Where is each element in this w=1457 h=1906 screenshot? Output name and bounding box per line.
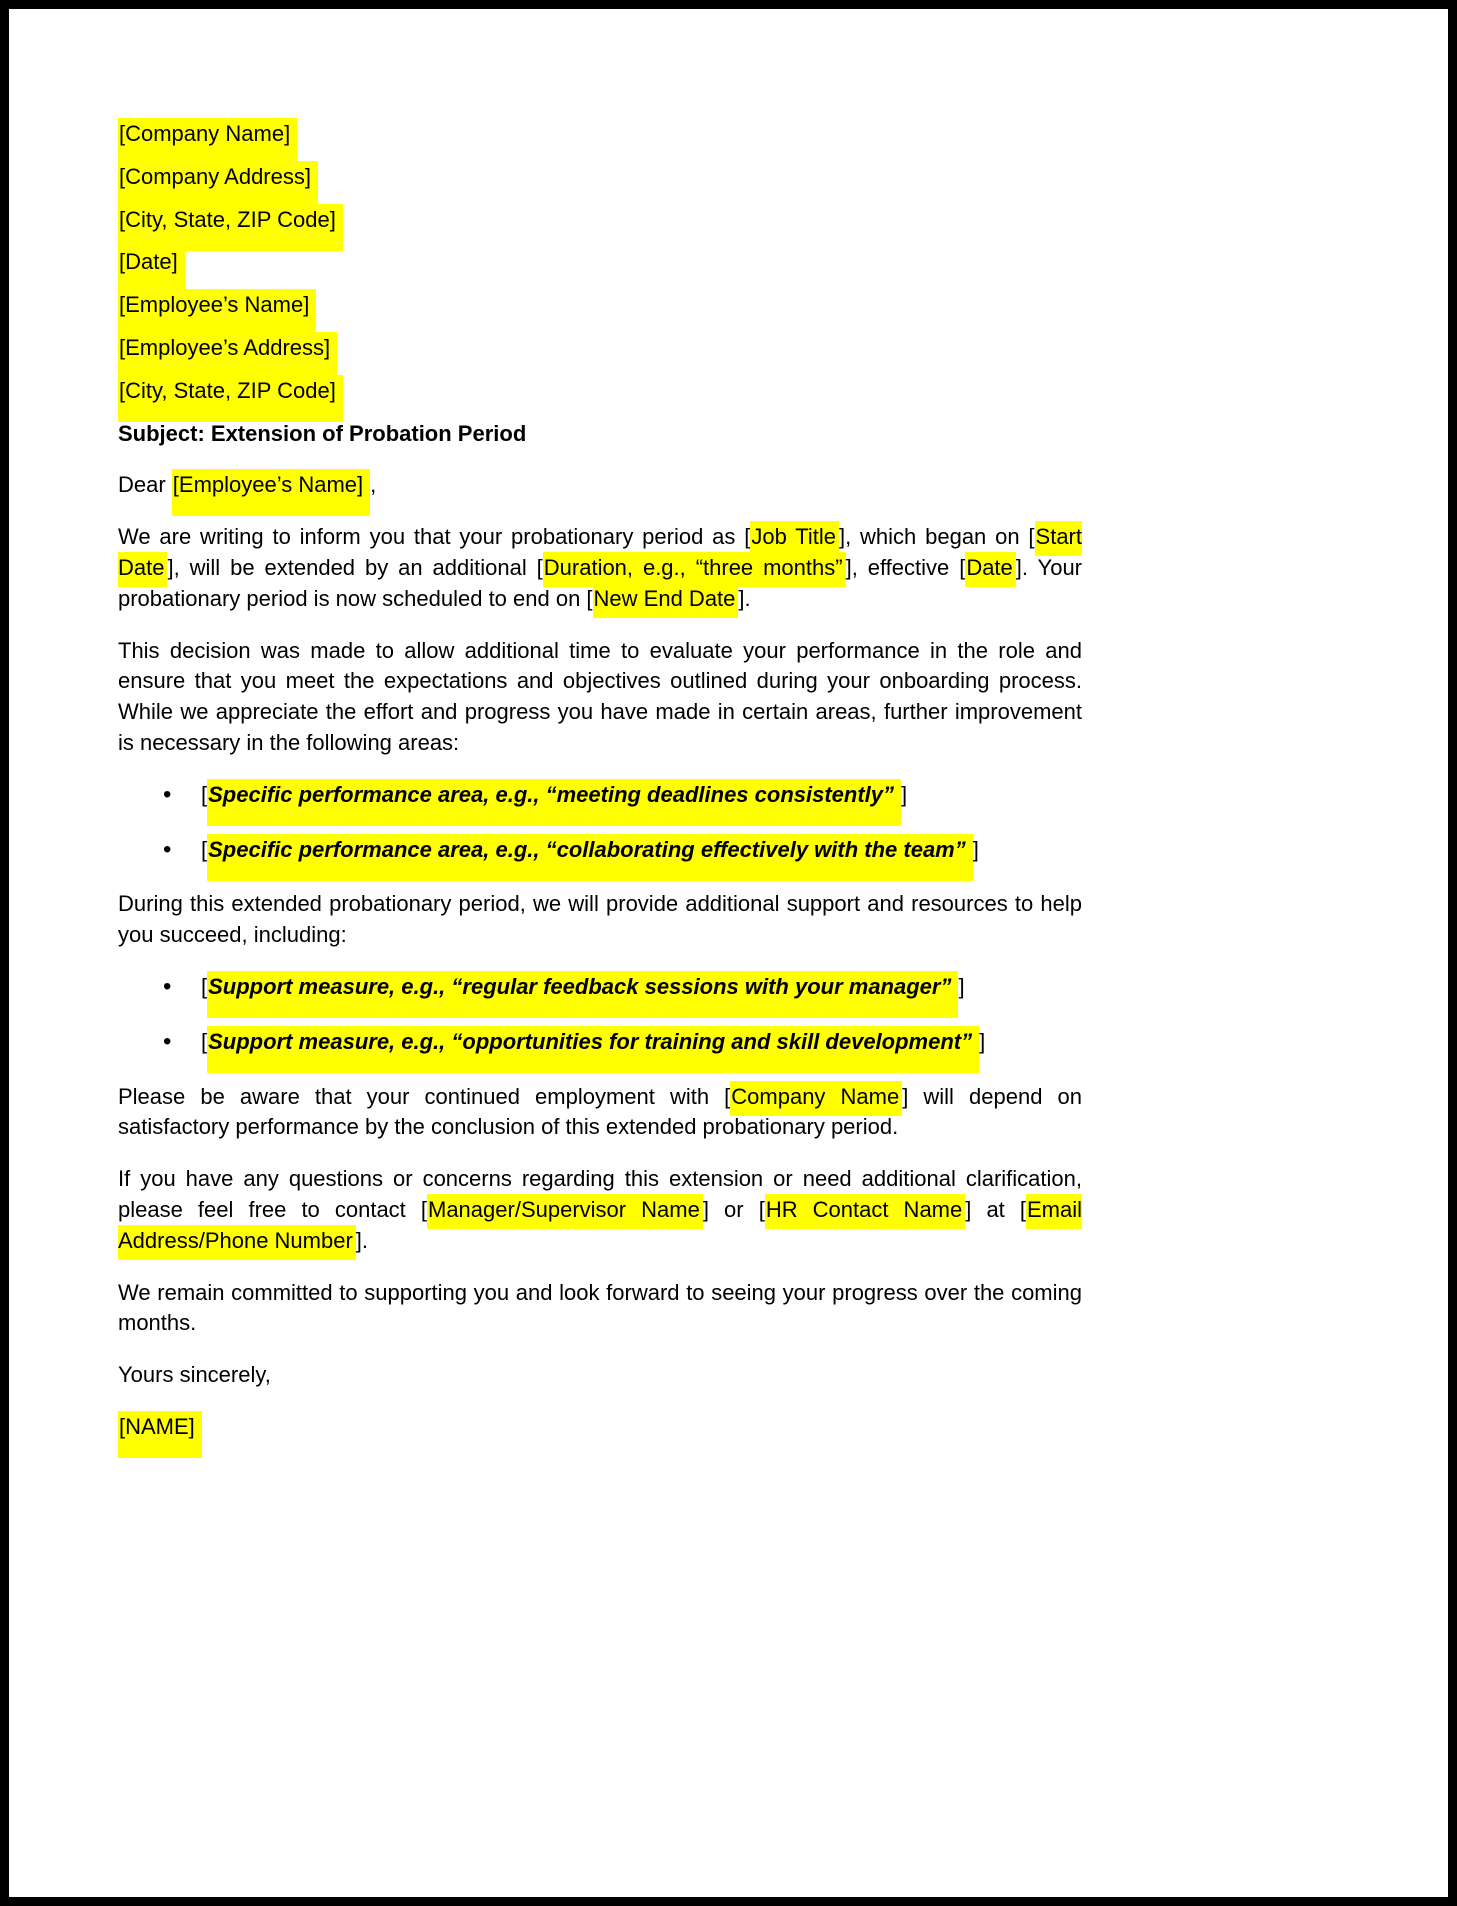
text-segment: [ (201, 1028, 208, 1054)
bullet-item (163, 780, 1082, 811)
placeholder-highlight: [Company Address] (118, 161, 318, 208)
text-segment: ] (901, 781, 908, 807)
placeholder-highlight: Company Name (730, 1081, 902, 1116)
text-segment: ]. Your probationary period is now scheduled to end on [ (118, 554, 1083, 611)
text-segment: ], effective [ (845, 554, 966, 580)
placeholder-highlight: Specific performance area, e.g., “meeting deadlines consistently” (207, 779, 901, 826)
text-segment: Please be aware that your continued employment with [ (118, 1083, 731, 1109)
text-segment: ], which began on [ (838, 524, 1035, 550)
placeholder-highlight: [Employee’s Name] (172, 469, 370, 516)
address-line-employee-city (118, 376, 1082, 407)
text-segment: ] or [ (702, 1196, 765, 1222)
paragraph-extension-notice (118, 522, 1082, 614)
address-line-company-city (118, 205, 1082, 236)
text-segment: , (370, 472, 377, 498)
text-segment: ], will be extended by an additional [ (167, 554, 543, 580)
placeholder-highlight: [Company Name] (118, 118, 297, 165)
placeholder-highlight: Duration, e.g., “three months” (543, 552, 846, 587)
address-line-employee-name (118, 290, 1082, 321)
subject-line (118, 419, 1082, 450)
placeholder-highlight: [Employee’s Name] (118, 289, 316, 336)
placeholder-highlight: Date (965, 552, 1015, 587)
text-segment: Yours sincerely, (118, 1362, 271, 1388)
placeholder-highlight: Manager/Supervisor Name (427, 1194, 703, 1229)
paragraph-continued-employment (118, 1082, 1082, 1144)
placeholder-highlight: Support measure, e.g., “regular feedback sessions with your manager” (207, 971, 958, 1018)
address-line-company-address (118, 162, 1082, 193)
text-segment: ]. (738, 585, 751, 611)
text-segment: [ (201, 973, 208, 999)
placeholder-highlight: Specific performance area, e.g., “collaborating effectively with the team” (207, 834, 973, 881)
text-segment: If you have any questions or concerns regarding this extension or need additional clarification, please feel free to contact [ (118, 1166, 1082, 1222)
paragraph-decision-rationale (118, 636, 1082, 759)
paragraph-contact-info (118, 1164, 1082, 1256)
paragraph-support-intro (118, 889, 1082, 951)
signature-name (118, 1412, 1082, 1443)
address-line-company-name (118, 119, 1082, 150)
placeholder-highlight: New End Date (593, 583, 739, 618)
text-segment: ] at [ (965, 1196, 1026, 1222)
bullet-list-performance-areas (118, 780, 1082, 866)
text-segment: [ (201, 836, 208, 862)
placeholder-highlight: Support measure, e.g., “opportunities for training and skill development” (207, 1026, 979, 1073)
bullet-item (163, 972, 1082, 1003)
address-line-date (118, 247, 1082, 278)
text-segment: [ (201, 781, 208, 807)
bullet-item (163, 1027, 1082, 1058)
text-segment: We are writing to inform you that your probationary period as [ (118, 524, 751, 550)
text-segment: ]. (355, 1227, 369, 1253)
address-line-employee-address (118, 333, 1082, 364)
placeholder-highlight: [Date] (118, 246, 185, 293)
text-segment: During this extended probationary period, we will provide additional support and resources to help you succeed, including: (118, 891, 1082, 948)
text-segment: Dear (118, 472, 172, 498)
letter-content (9, 9, 1448, 1443)
paragraph-commitment (118, 1278, 1082, 1340)
closing-line (118, 1360, 1082, 1391)
placeholder-highlight: [NAME] (118, 1411, 202, 1458)
text-segment: ] (958, 973, 965, 999)
bullet-list-support-measures (118, 972, 1082, 1058)
text-segment: This decision was made to allow additional time to evaluate your performance in the role and ensure that you meet the expectations and objectives outlined during your onboarding process. While we appreciate the effort and progress you have made in certain areas, further improvement is necessary in the following areas: (118, 637, 1082, 755)
placeholder-highlight: HR Contact Name (765, 1194, 965, 1229)
placeholder-highlight: Email Address/Phone Number (118, 1194, 1082, 1260)
text-segment: ] (979, 1028, 986, 1054)
salutation (118, 470, 1082, 501)
text-segment: Subject: Extension of Probation Period (118, 420, 527, 446)
bullet-item (163, 835, 1082, 866)
placeholder-highlight: [City, State, ZIP Code] (118, 375, 343, 422)
text-segment: ] will depend on satisfactory performance by the conclusion of this extended probationary period. (118, 1083, 1082, 1140)
placeholder-highlight: [Employee’s Address] (118, 332, 337, 379)
placeholder-highlight: Job Title (750, 521, 839, 556)
text-segment: We remain committed to supporting you and look forward to seeing your progress over the coming months. (118, 1279, 1082, 1336)
text-segment: ] (972, 836, 979, 862)
placeholder-highlight: Start Date (118, 521, 1082, 587)
placeholder-highlight: [City, State, ZIP Code] (118, 204, 343, 251)
